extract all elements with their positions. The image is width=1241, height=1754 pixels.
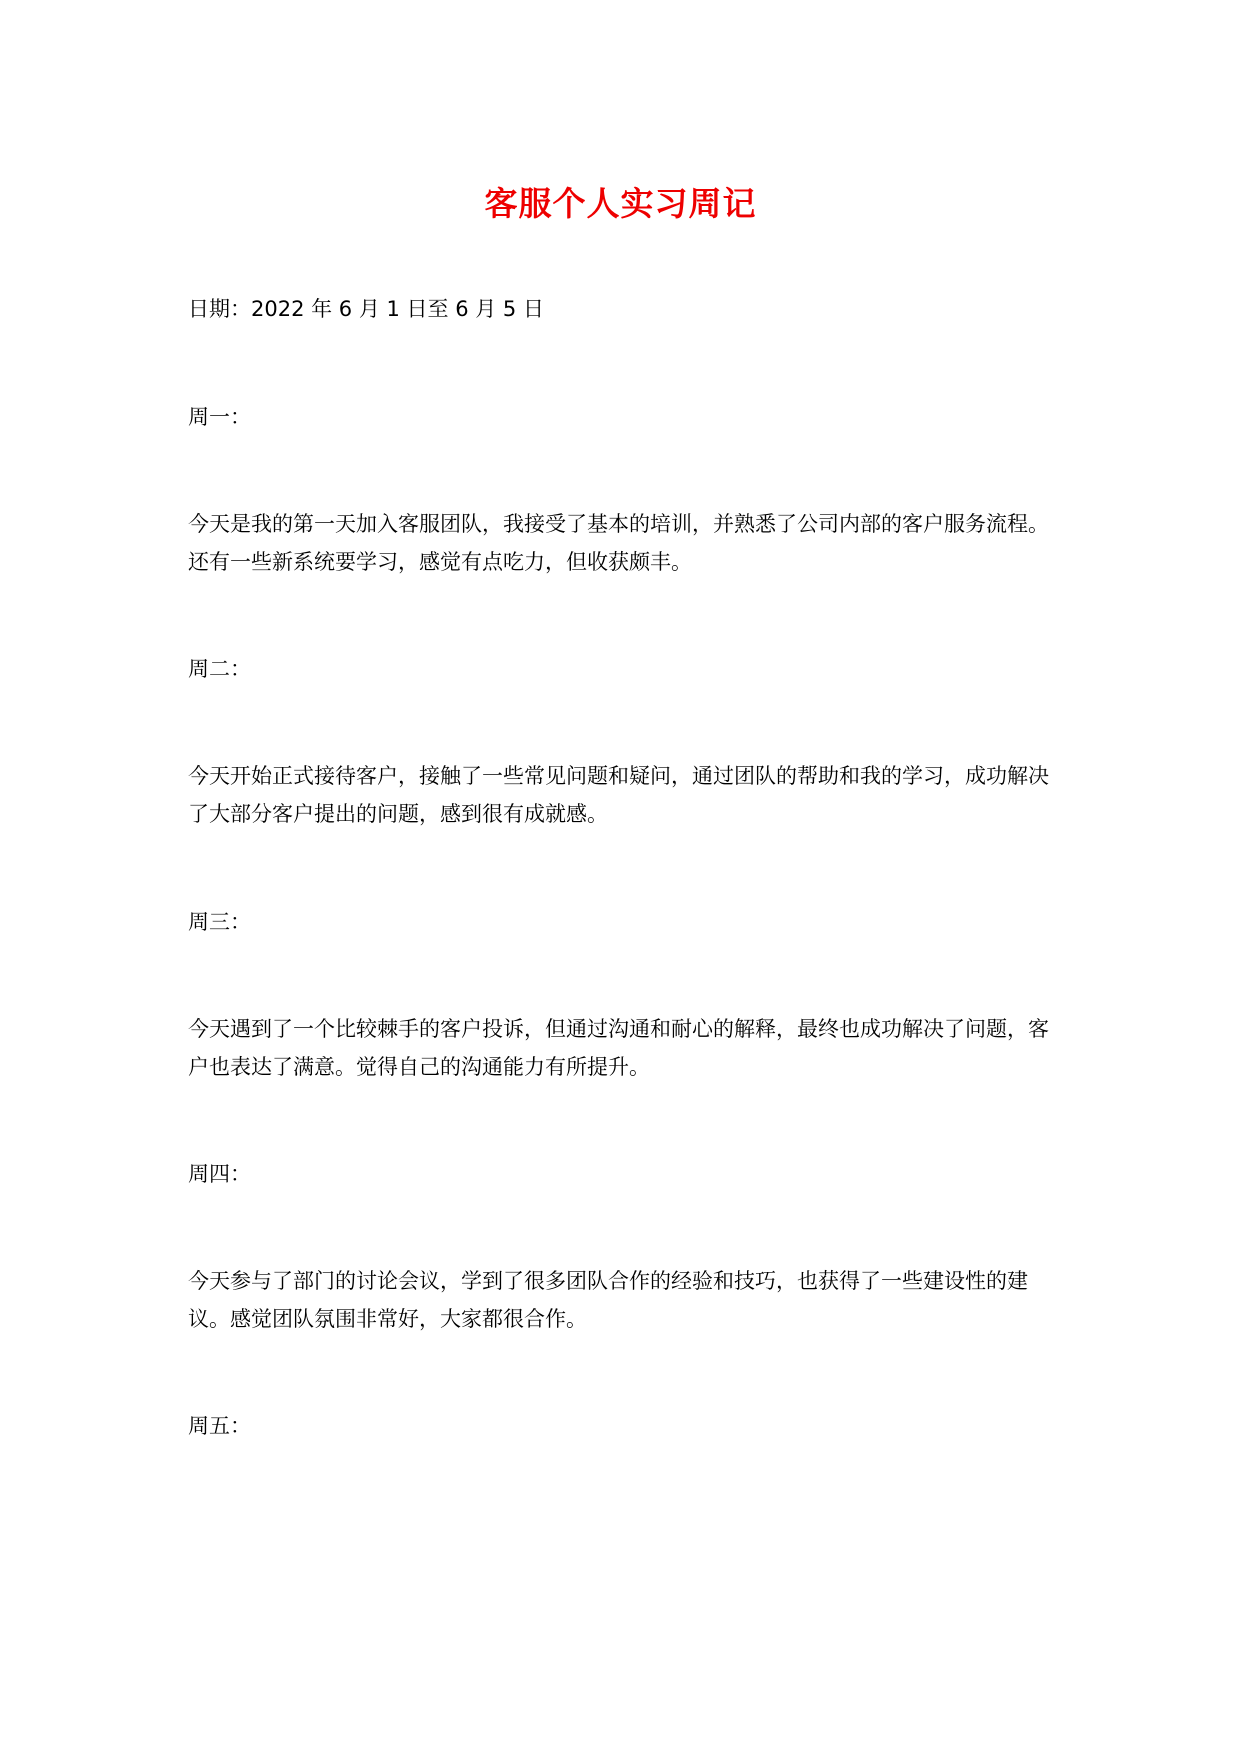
day-heading-tuesday: 周二： <box>188 657 251 681</box>
entry-text-monday: 今天是我的第一天加入客服团队，我接受了基本的培训，并熟悉了公司内部的客户服务流程。还有一些新系统要学习，感觉有点吃力，但收获颇丰。 <box>188 512 1049 574</box>
day-heading-friday: 周五： <box>188 1414 251 1438</box>
document-title: 客服个人实习周记 <box>484 184 757 223</box>
date-line: 日期：2022 年 6 月 1 日至 6 月 5 日 <box>188 297 544 321</box>
day-heading-monday: 周一： <box>188 405 251 429</box>
entry-text-tuesday: 今天开始正式接待客户，接触了一些常见问题和疑问，通过团队的帮助和我的学习，成功解决了大部分客户提出的问题，感到很有成就感。 <box>188 764 1049 826</box>
day-heading-thursday: 周四： <box>188 1162 251 1186</box>
entry-text-thursday: 今天参与了部门的讨论会议，学到了很多团队合作的经验和技巧，也获得了一些建设性的建议。感觉团队氛围非常好，大家都很合作。 <box>188 1269 1028 1331</box>
day-heading-wednesday: 周三： <box>188 910 251 934</box>
entry-text-wednesday: 今天遇到了一个比较棘手的客户投诉，但通过沟通和耐心的解释，最终也成功解决了问题，客户也表达了满意。觉得自己的沟通能力有所提升。 <box>188 1017 1049 1079</box>
